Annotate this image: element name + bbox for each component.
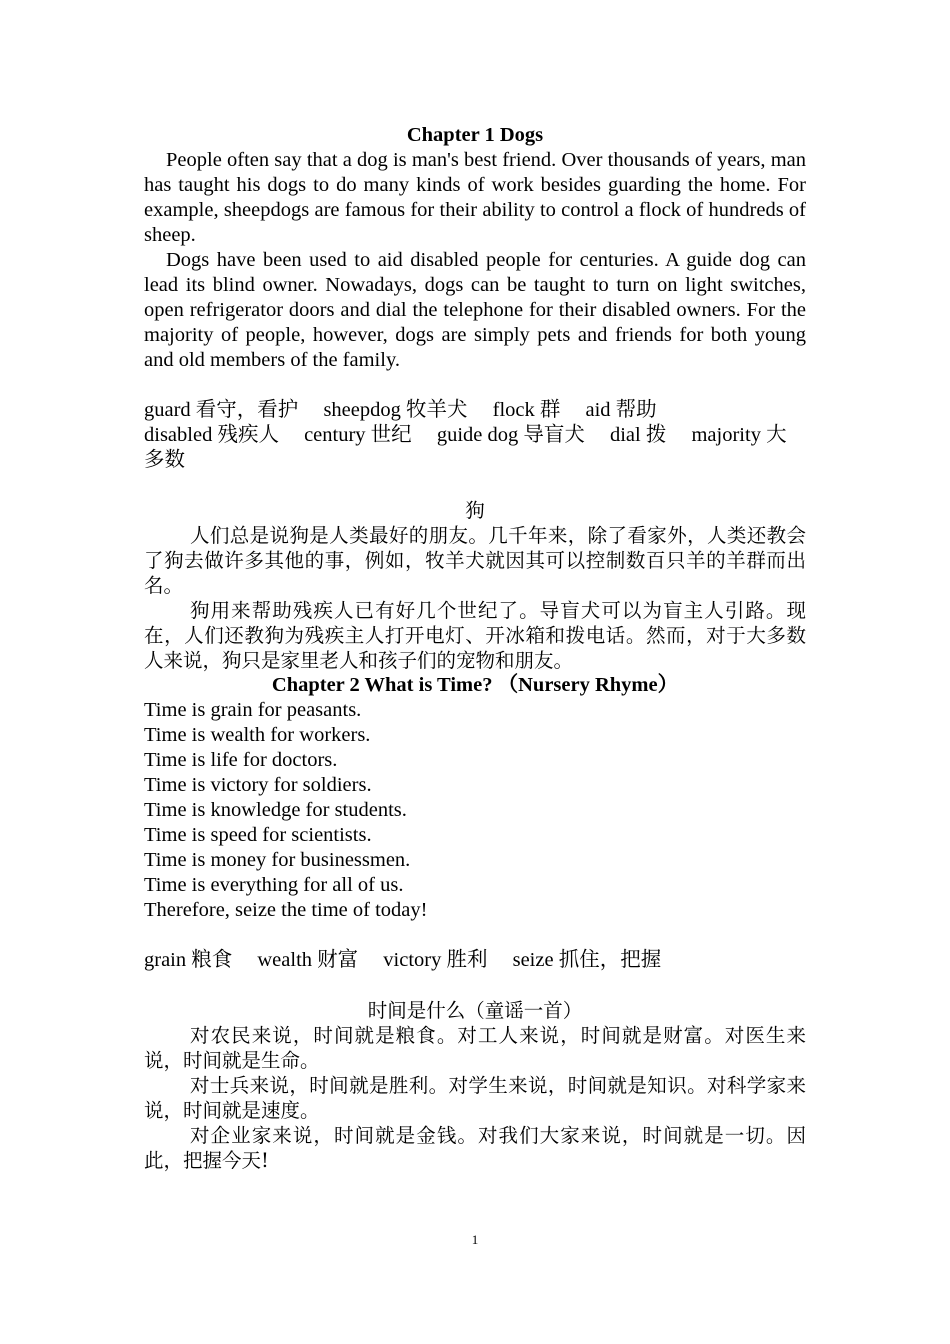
spacer (144, 373, 806, 398)
rhyme-line: Therefore, seize the time of today! (144, 899, 428, 921)
chapter1-vocab-line-2 (144, 423, 806, 473)
vocab-item: victory 胜利 (383, 949, 488, 971)
vocab-item: guard 看守，看护 (144, 399, 299, 421)
rhyme-line: Time is speed for scientists. (144, 824, 372, 846)
chapter2-chinese-title: 时间是什么（童谣一首） (367, 999, 583, 1022)
page-number: 1 (471, 1232, 479, 1247)
rhyme-line: Time is victory for soldiers. (144, 774, 372, 796)
chapter1-chinese-paragraph-1: 人们总是说狗是人类最好的朋友。几千年来，除了看家外，人类还教会了狗去做许多其他的事，例如，牧羊犬就因其可以控制数百只羊的羊群而出名。 (144, 524, 806, 597)
vocab-item: wealth 财富 (257, 949, 359, 971)
spacer (144, 923, 806, 948)
vocab-item: seize 抓住，把握 (512, 949, 662, 971)
vocab-item: flock 群 (492, 399, 561, 421)
chapter1-chinese-paragraph-2: 狗用来帮助残疾人已有好几个世纪了。导盲犬可以为盲主人引路。现在，人们还教狗为残疾主人打开电灯、开冰箱和拨电话。然而，对于大多数人来说，狗只是家里老人和孩子们的宠物和朋友。 (144, 599, 806, 672)
vocab-item: century 世纪 (304, 424, 412, 446)
chapter1-title: Chapter 1 Dogs (406, 124, 544, 146)
chapter1-paragraph-2: Dogs have been used to aid disabled people for centuries. A guide dog can lead its blind owner. Nowadays, dogs can be taught to turn on light switches, open refrigerator doors and dial the telephone for their disabled owners. For the majority of people, however, dogs are simply pets and friends for both young and old members of the family. (144, 249, 806, 371)
chapter1-paragraph-1: People often say that a dog is man's best friend. Over thousands of years, man has taught his dogs to do many kinds of work besides guarding the home. For example, sheepdogs are famous for their ability to control a flock of hundreds of sheep. (144, 149, 806, 246)
vocab-item: aid 帮助 (585, 399, 657, 421)
chapter2-vocab-line (144, 948, 806, 973)
spacer (144, 473, 806, 498)
rhyme-line: Time is grain for peasants. (144, 699, 362, 721)
chapter2-chinese-paragraph-2: 对士兵来说，时间就是胜利。对学生来说，时间就是知识。对科学家来说，时间就是速度。 (144, 1074, 806, 1122)
vocab-item: disabled 残疾人 (144, 424, 279, 446)
vocab-item: dial 拨 (609, 424, 667, 446)
rhyme-line: Time is everything for all of us. (144, 874, 404, 896)
chapter2-chinese-paragraph-3: 对企业家来说，时间就是金钱。对我们大家来说，时间就是一切。因此，把握今天! (144, 1124, 806, 1172)
chapter2-title: Chapter 2 What is Time? （Nursery Rhyme） (271, 674, 679, 696)
vocab-item: majority 大多数 (144, 424, 787, 471)
rhyme-line: Time is money for businessmen. (144, 849, 411, 871)
rhyme-line: Time is life for doctors. (144, 749, 338, 771)
chapter1-vocab-line-1 (144, 398, 806, 423)
chapter1-chinese-title: 狗 (465, 499, 485, 522)
vocab-item: sheepdog 牧羊犬 (323, 399, 468, 421)
rhyme-line: Time is knowledge for students. (144, 799, 407, 821)
vocab-item: guide dog 导盲犬 (436, 424, 585, 446)
chapter2-chinese-paragraph-1: 对农民来说，时间就是粮食。对工人来说，时间就是财富。对医生来说，时间就是生命。 (144, 1024, 806, 1072)
page-content (144, 123, 806, 1173)
rhyme-line: Time is wealth for workers. (144, 724, 371, 746)
spacer (144, 973, 806, 998)
vocab-item: grain 粮食 (144, 949, 233, 971)
